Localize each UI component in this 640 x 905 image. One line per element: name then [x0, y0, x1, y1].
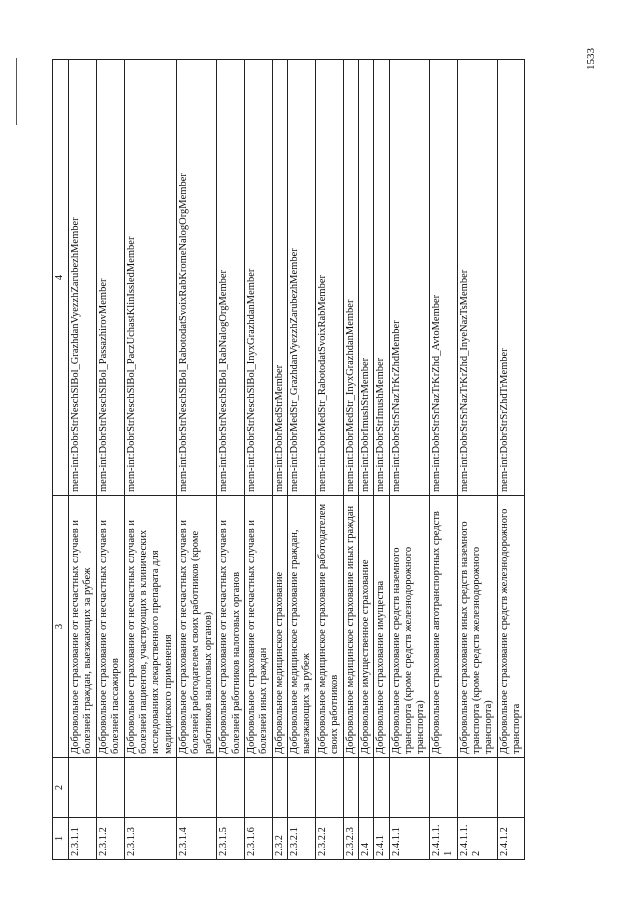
header-col-4: 4: [53, 60, 69, 496]
row-code: 2.4: [358, 818, 373, 860]
table-row: [272, 60, 287, 860]
row-description: Добровольное страхование средств железнодорожного транспорта: [497, 496, 525, 758]
table-row: [374, 60, 389, 860]
row-member: mem-int:DobrStrNeschSlBol_PassazhirovMember: [96, 60, 124, 496]
row-code: 2.4.1.2: [497, 818, 525, 860]
row-code: 2.3.1.6: [244, 818, 272, 860]
table-row: [457, 60, 497, 860]
row-description: Добровольное страхование от несчастных случаев и болезней граждан, выезжающих за рубеж: [69, 496, 97, 758]
row-col2: [124, 758, 177, 818]
row-code: 2.3.1.4: [177, 818, 217, 860]
rotated-page-content: [52, 60, 582, 860]
row-code: 2.3.2: [272, 818, 287, 860]
row-description: Добровольное страхование от несчастных случаев и болезней иных граждан: [244, 496, 272, 758]
row-member: mem-int:DobrStrSrZhdTrMember: [497, 60, 525, 496]
row-member: mem-int:DobrStrNeschSlBol_PaczUchastKlinIssledMember: [124, 60, 177, 496]
row-member: mem-int:DobrStrImushMember: [374, 60, 389, 496]
table-row: [177, 60, 217, 860]
row-description: Добровольное страхование средств наземного транспорта (кроме средств железнодорожного транспорта): [389, 496, 429, 758]
table-row: [96, 60, 124, 860]
row-col2: [429, 758, 457, 818]
table-row: [315, 60, 343, 860]
table-row: [358, 60, 373, 860]
row-description: Добровольное страхование от несчастных случаев и болезней пациентов, участвующих в клинических исследованиях лекарственного препарата для медицинского применения: [124, 496, 177, 758]
table-row: [124, 60, 177, 860]
row-col2: [96, 758, 124, 818]
page-number: 1533: [585, 48, 597, 70]
row-member: mem-int:DobrStrSrNazTrKrZhd_AvtoMember: [429, 60, 457, 496]
row-col2: [244, 758, 272, 818]
table-row: [389, 60, 429, 860]
row-code: 2.3.1.1: [69, 818, 97, 860]
row-member: mem-int:DobrImushStrMember: [358, 60, 373, 496]
row-member: mem-int:DobrMedStrMember: [272, 60, 287, 496]
row-code: 2.4.1.1.2: [457, 818, 497, 860]
row-code: 2.4.1.1.1: [429, 818, 457, 860]
row-col2: [374, 758, 389, 818]
row-member: mem-int:DobrStrNeschSlBol_InyxGrazhdanMember: [244, 60, 272, 496]
classification-table: [52, 59, 525, 860]
header-col-1: 1: [53, 818, 69, 860]
table-row: [288, 60, 316, 860]
row-description: Добровольное страхование от несчастных случаев и болезней пассажиров: [96, 496, 124, 758]
row-col2: [217, 758, 245, 818]
row-description: Добровольное медицинское страхование работодателем своих работников: [315, 496, 343, 758]
margin-mark-bottom: [16, 95, 17, 125]
row-member: mem-int:DobrStrSrNazTrKrZhdMember: [389, 60, 429, 496]
table-row: [217, 60, 245, 860]
row-description: Добровольное страхование иных средств наземного транспорта (кроме средств железнодорожного транспорта): [457, 496, 497, 758]
row-description: Добровольное медицинское страхование иных граждан: [343, 496, 358, 758]
row-code: 2.3.1.3: [124, 818, 177, 860]
row-col2: [389, 758, 429, 818]
row-member: mem-int:DobrStrNeschSlBol_RabNalogOrgMember: [217, 60, 245, 496]
row-col2: [358, 758, 373, 818]
row-code: 2.3.1.5: [217, 818, 245, 860]
table-row: [69, 60, 97, 860]
row-code: 2.4.1.1: [389, 818, 429, 860]
row-code: 2.3.2.3: [343, 818, 358, 860]
row-code: 2.3.2.1: [288, 818, 316, 860]
row-col2: [272, 758, 287, 818]
row-member: mem-int:DobrStrNeschSlBol_GrazhdanVyezzhZarubezhMember: [69, 60, 97, 496]
row-col2: [288, 758, 316, 818]
row-code: 2.3.1.2: [96, 818, 124, 860]
table-body: [69, 60, 525, 860]
header-col-3: 3: [53, 496, 69, 758]
header-col-2: 2: [53, 758, 69, 818]
table-row: [343, 60, 358, 860]
row-col2: [69, 758, 97, 818]
row-member: mem-int:DobrStrSrNazTrKrZhd_InyeNazTsMember: [457, 60, 497, 496]
table-row: [244, 60, 272, 860]
row-col2: [315, 758, 343, 818]
row-code: 2.3.2.2: [315, 818, 343, 860]
table-header-row: [53, 60, 69, 860]
row-member: mem-int:DobrMedStr_RabotodatSvoixRabMember: [315, 60, 343, 496]
row-description: Добровольное страхование имущества: [374, 496, 389, 758]
row-member: mem-int:DobrMedStr_GrazhdanVyezzhZarubezhMember: [288, 60, 316, 496]
row-col2: [343, 758, 358, 818]
row-description: Добровольное страхование от несчастных случаев и болезней работодателем своих работников (кроме работников налоговых органов): [177, 496, 217, 758]
row-description: Добровольное медицинское страхование граждан, выезжающих за рубеж: [288, 496, 316, 758]
row-col2: [497, 758, 525, 818]
row-description: Добровольное медицинское страхование: [272, 496, 287, 758]
row-description: Добровольное имущественное страхование: [358, 496, 373, 758]
table-row: [429, 60, 457, 860]
row-col2: [457, 758, 497, 818]
row-member: mem-int:DobrStrNeschSlBol_RabotodatSvoixRabKromeNalogOrgMember: [177, 60, 217, 496]
row-description: Добровольное страхование автотранспортных средств: [429, 496, 457, 758]
row-member: mem-int:DobrMedStr_InyxGrazhdanMember: [343, 60, 358, 496]
row-col2: [177, 758, 217, 818]
table-row: [497, 60, 525, 860]
row-description: Добровольное страхование от несчастных случаев и болезней работников налоговых органов: [217, 496, 245, 758]
row-code: 2.4.1: [374, 818, 389, 860]
